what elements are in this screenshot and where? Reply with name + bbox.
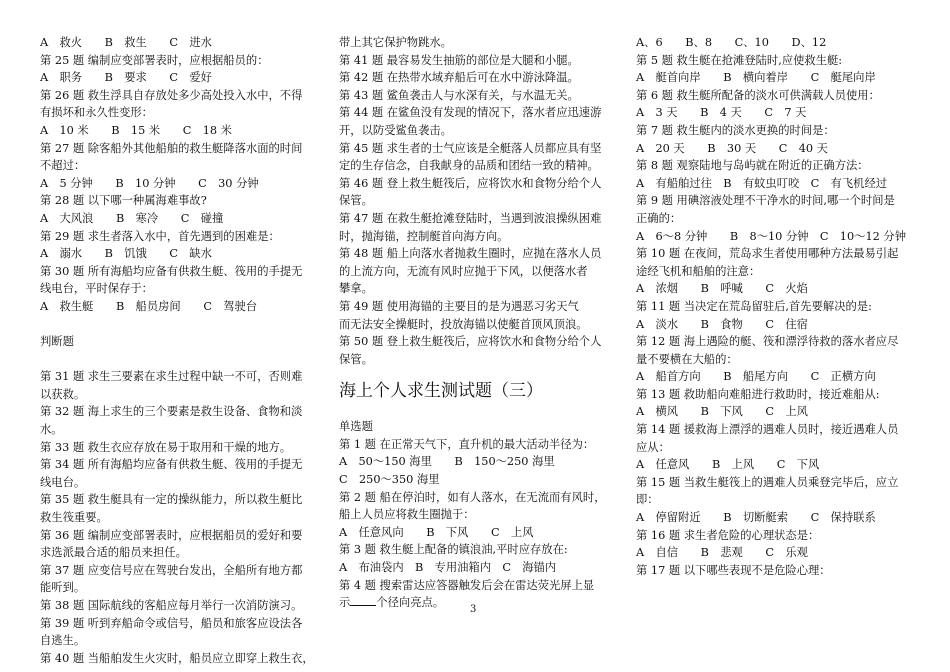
text-line: 第 39 题 听到弃船命令或信号，船员和旅客应设法各 [40,616,303,630]
right-column [636,34,914,579]
text-line: C 250～350 海里 [339,473,440,487]
text-line: 第 10 题 在夜间，荒岛求生者使用哪种方法最易引起 [636,247,899,261]
spacer [40,316,322,334]
text-line: 保管。 [339,194,373,208]
text-line: 第 8 题 观察陆地与岛屿就在附近的正确方法： [636,159,869,173]
test-heading: 海上个人求生测试题（三） [339,381,543,402]
text-line: 第 50 题 登上救生艇筏后，应将饮水和食物分给个人 [339,335,602,349]
text-line: A 50～150 海里 B 150～250 海里 [339,455,555,469]
text-line: 第 4 题 搜索雷达应答器触发后会在雷达荧光屏上显 [339,578,595,592]
text-line: A 淡水 B 食物 C 住宿 [636,317,808,331]
text-line: 不超过： [40,159,86,173]
text-line: 以获救。 [40,387,86,401]
text-line: A 6～8 分钟 B 8～10 分钟 C 10～12 分钟 [636,229,907,243]
text-line: 第 33 题 救生衣应存放在易于取用和干燥的地方。 [40,440,292,454]
text-line: 途经飞机和船舶的注意： [636,264,761,278]
question-list-true-false [40,368,322,667]
section-title-true-false: 判断题 [40,335,74,349]
text-line: 第 13 题 救助船向难船进行救助时，接近难船从: [636,387,880,401]
text-line: 第 38 题 国际航线的客船应每月举行一次消防演习。 [40,599,303,612]
text-line: A 20 天 B 30 天 C 40 天 [636,141,828,155]
text-line: 第 17 题 以下哪些表现不是危险心理： [636,563,831,577]
text-line: 时，抛海锚，控制艇首向海方向。 [339,229,509,243]
text-line: 的上流方向，无流有风时应抛于下风，以便落水者 [339,264,588,278]
text-line: 应从： [636,440,670,454]
text-line: 第 49 题 使用海锚的主要目的是为遇恶习劣天气 [339,299,579,313]
text-line: 第 44 题 在鲨鱼没有发现的情况下，落水者应迅速游 [339,106,602,120]
text-line: 开，以防受鲨鱼袭击。 [339,123,452,137]
text-line: A 大风浪 B 寒冷 C 碰撞 [40,211,224,225]
text-line: 第 12 题 海上遇险的艇、筏和漂浮待救的落水者应尽 [636,335,899,349]
text-line: 能听到。 [40,581,86,595]
left-column [40,34,322,667]
text-line: 第 6 题 救生艇所配备的淡水可供满载人员使用： [636,88,880,102]
text-line: A 横风 B 下风 C 上风 [636,405,808,419]
text-line: 即： [636,493,659,507]
text-line: 第 47 题 在救生艇抢滩登陆时，当遇到波浪操纵困难 [339,211,602,225]
text-line: 第 26 题 救生浮具自存放处多少高处投入水中，不得 [40,88,303,102]
page-number: 3 [470,604,477,615]
text-line: 第 30 题 所有海船均应备有供救生艇、筏用的手提无 [40,264,303,278]
text-line: 攀拿。 [339,282,373,296]
text-line: 第 25 题 编制应变部署表时，应根据船员的： [40,53,269,67]
section-title-single-choice: 单选题 [339,420,373,434]
text-line: 有损坏和永久性变形： [40,106,153,120]
text-line: 水。 [40,423,63,437]
text-line: A 艇首向岸 B 横向着岸 C 艇尾向岸 [636,71,876,85]
text-line: 正确的： [636,211,682,225]
text-line: 第 11 题 当决定在荒岛留驻后,首先要解决的是: [636,299,872,313]
text-line: 第 42 题 在热带水域弃船后可在水中游泳降温。 [339,71,579,85]
text-line: 第 28 题 以下哪一种属海难事故? [40,194,207,208]
text-line: 线电台。 [40,475,86,489]
answer-blank [350,594,376,606]
text-line: 第 48 题 船上向落水者抛救生圈时，应抛在落水人员 [339,247,602,261]
text-line: 第 9 题 用碘溶液处理不干净水的时间,哪一个时间是 [636,194,895,208]
text-line: 第 36 题 编制应变部署表时，应根据船员的爱好和要 [40,528,303,542]
text-line: A 任意风 B 上风 C 下风 [636,458,820,472]
text-line: 第 2 题 船在停泊时，如有人落水，在无流而有风时， [339,490,606,504]
text-line: 第 46 题 登上救生艇筏后，应将饮水和食物分给个人 [339,176,602,190]
text-line: A 3 天 B 4 天 C 7 天 [636,106,807,120]
text-line: A 溺水 B 饥饿 C 缺水 [40,247,212,261]
question-list-choice-end [40,34,322,316]
text-line: 第 45 题 求生者的士气应该是全艇落人员都应具有坚 [339,141,602,155]
middle-column [339,34,617,612]
question-list-single-choice [339,436,617,594]
question-list-single-choice-cont [636,34,914,579]
text-line: A 布油袋内 B 专用油箱内 C 海锚内 [339,561,557,575]
text-line: 第 1 题 在正常天气下，直升机的最大活动半径为： [339,437,595,451]
text-line: A 任意风向 B 下风 C 上风 [339,525,534,539]
text-line: 第 34 题 所有海船均应备有供救生艇、筏用的手提无 [40,458,303,472]
text-line: A 停留附近 B 切断艇索 C 保持联系 [636,511,876,525]
text-line: 第 40 题 当船舶发生火灾时，船员应立即穿上救生衣， [40,651,314,665]
text-line: 第 5 题 救生艇在抢滩登陆时,应使救生艇: [636,53,843,67]
text-line: 第 37 题 应变信号应在驾驶台发出，全船所有地方都 [40,563,303,577]
text-line: 第 41 题 最容易发生抽筋的部位是大腿和小腿。 [339,53,579,67]
text-line: A 船首方向 B 船尾方向 C 正横方向 [636,370,876,384]
text-line: 第 7 题 救生艇内的淡水更换的时间是： [636,123,835,137]
text-line: A 职务 B 要求 C 爱好 [40,71,212,85]
text-line: 第 29 题 求生者落入水中，首先遇到的困难是： [40,229,280,243]
text-line: 第 14 题 援救海上漂浮的遇难人员时，接近遇难人员 [636,423,899,437]
text-line: 线电台，平时保存于： [40,282,153,296]
text-line: 第 35 题 救生艇具有一定的操纵能力，所以救生艇比 [40,493,303,507]
text-line: A 5 分钟 B 10 分钟 C 30 分钟 [40,176,259,190]
text-line: A 浓烟 B 呼喊 C 火焰 [636,282,808,296]
text-line: 而无法安全操艇时，投放海锚以使艇首顶风顶浪。 [339,317,588,331]
text-line: 带上其它保护物跳水。 [339,36,452,49]
spacer [40,351,322,369]
text-line: 第 43 题 鲨鱼袭击人与水深有关，与水温无关。 [339,88,579,102]
text-line: 保管。 [339,352,373,366]
text-line: 第 27 题 除客船外其他船舶的救生艇降落水面的时间 [40,141,303,155]
text-line: A 救生艇 B 船员房间 C 驾驶台 [40,299,258,313]
text-line: 求选派最合适的船员来担任。 [40,546,187,560]
question-line: 示 个径向亮点。 [339,596,445,610]
text-line: 第 31 题 求生三要素在求生过程中缺一不可，否则难 [40,370,303,384]
text-line: A、6 B、8 C、10 D、12 [636,36,827,49]
question-list-true-false-end [339,34,617,368]
text-line: 救生筏重要。 [40,511,108,525]
text-line: 自逃生。 [40,634,86,648]
text-line: 量不要横在大船的： [636,352,738,366]
text-line: A 救火 B 救生 C 进水 [40,36,212,49]
text-line: 定的生存信念，自我献身的品质和团结一致的精神。 [339,159,599,173]
text-line: A 10 米 B 15 米 C 18 米 [40,123,232,137]
text-line: A 自信 B 悲观 C 乐观 [636,546,808,560]
text-line: 船上人员应将救生圈抛于： [339,508,475,522]
text-line: 第 3 题 救生艇上配备的镇浪油,平时应存放在: [339,543,568,557]
text-line: 第 16 题 求生者危险的心理状态是： [636,528,820,542]
text-line: 第 15 题 当救生艇筏上的遇难人员乘登完毕后，应立 [636,475,899,489]
text-line: A 有船舶过往 B 有蚊虫叮咬 C 有飞机经过 [636,176,888,190]
text-line: 第 32 题 海上求生的三个要素是救生设备、食物和淡 [40,405,303,419]
